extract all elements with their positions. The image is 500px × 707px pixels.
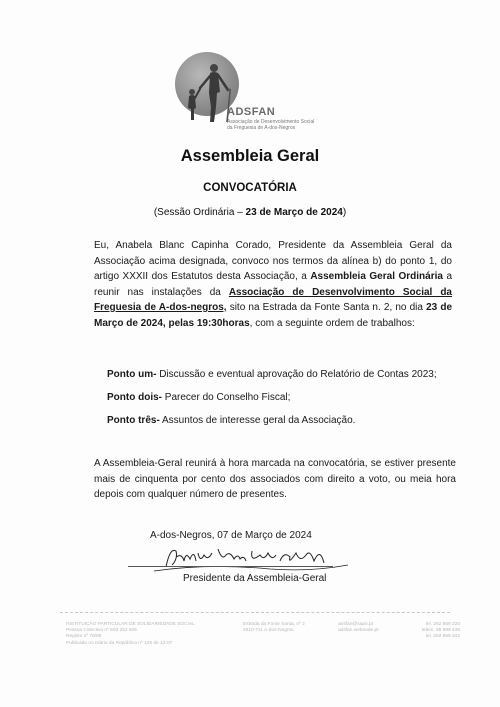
signature-line — [128, 566, 333, 567]
closing-paragraph: A Assembleia-Geral reunirá à hora marcada na convocatória, se estiver presente mais de cinquenta por cento dos associados com direito a voto, ou meia hora depois com qualquer número de presentes. — [94, 458, 456, 500]
footer-text: INSTITUIÇÃO PARTICULAR DE SOLIDARIEDADE SOCIAL — [66, 622, 195, 627]
session-suffix: ) — [342, 207, 347, 218]
meeting-datetime: 23 de Março de 2024, pelas 19:30horas — [94, 302, 453, 329]
session-date: 23 de Março de 2024 — [245, 207, 343, 218]
footer-text: Registo nº 76/95 — [66, 634, 102, 640]
footer-contacts — [338, 622, 394, 634]
paragraph-text-3: sito na Estrada da Fonte Santa n. 2, no dia — [226, 302, 427, 313]
document-subtitle: CONVOCATÓRIA — [203, 182, 297, 194]
adsfan-logo — [170, 52, 340, 132]
logo-subtitle — [227, 119, 337, 131]
footer-text: telem. 96 699 436 — [421, 628, 460, 634]
footer-text: ansfan@sapo.pt — [338, 622, 374, 627]
logo-subtitle-line1: Associação de Desenvolvimento Social — [227, 119, 315, 125]
footer-text: tel. 262 959 220 — [425, 622, 460, 627]
logo-name: ADSFAN — [227, 106, 276, 118]
session-prefix: (Sessão Ordinária – — [153, 207, 246, 218]
association-name: Associação de Desenvolvimento Social da Freguesia de A-dos-negros, — [94, 286, 452, 313]
paragraph-text-4: , com a seguinte ordem de trabalhos: — [249, 317, 415, 329]
convocation-paragraph — [94, 238, 452, 331]
footer-text: Estrada da Fonte Santa, nº 2 — [243, 622, 305, 627]
document-title: Assembleia Geral — [180, 147, 320, 165]
footer-institution — [66, 622, 226, 647]
footer-text: Publicado no Diário da República nº 129 de 12-07 — [66, 640, 173, 646]
meeting-type: Assembleia Geral Ordinária — [310, 271, 443, 282]
handwritten-signature — [150, 541, 350, 575]
footer-divider — [60, 612, 450, 613]
agenda-list — [107, 368, 437, 437]
agenda-item-label: Ponto três- — [107, 415, 160, 426]
agenda-item — [107, 368, 437, 391]
footer-phones — [400, 622, 460, 641]
signature-title: Presidente da Assembleia-Geral — [183, 573, 327, 584]
footer-text: adsfan.webnode.pt — [338, 628, 379, 634]
paragraph-text-2: a reunir nas instalações da — [94, 271, 453, 298]
footer-text: tel. 262 959 342 — [425, 634, 460, 640]
agenda-item-text: Parecer do Conselho Fiscal; — [162, 392, 291, 403]
paragraph-text-1: Eu, Anabela Blanc Capinha Corado, Presidente da Assembleia Geral da Associação acima designada, convoco nos termos da alínea b) do ponto 1, do artigo XXXII dos Estatutos desta Associação, a — [94, 240, 452, 282]
agenda-item-text: Discussão e eventual aprovação do Relatório de Contas 2023; — [156, 369, 437, 380]
footer-text: 2510-711 A-dos-Negros — [243, 628, 294, 634]
place-date: A-dos-Negros, 07 de Março de 2024 — [150, 530, 312, 541]
agenda-item-text: Assuntos de interesse geral da Associação. — [159, 415, 356, 426]
footer-address — [243, 622, 333, 634]
agenda-item — [107, 414, 437, 437]
session-line — [0, 207, 500, 218]
logo-subtitle-line2: da Freguesia de A-dos-Negros — [227, 125, 296, 131]
footer-text: Pessoa Colectiva nº 503 252 506 — [66, 628, 137, 634]
agenda-item-label: Ponto um- — [107, 369, 157, 380]
agenda-item — [107, 391, 437, 414]
agenda-item-label: Ponto dois- — [107, 392, 162, 403]
